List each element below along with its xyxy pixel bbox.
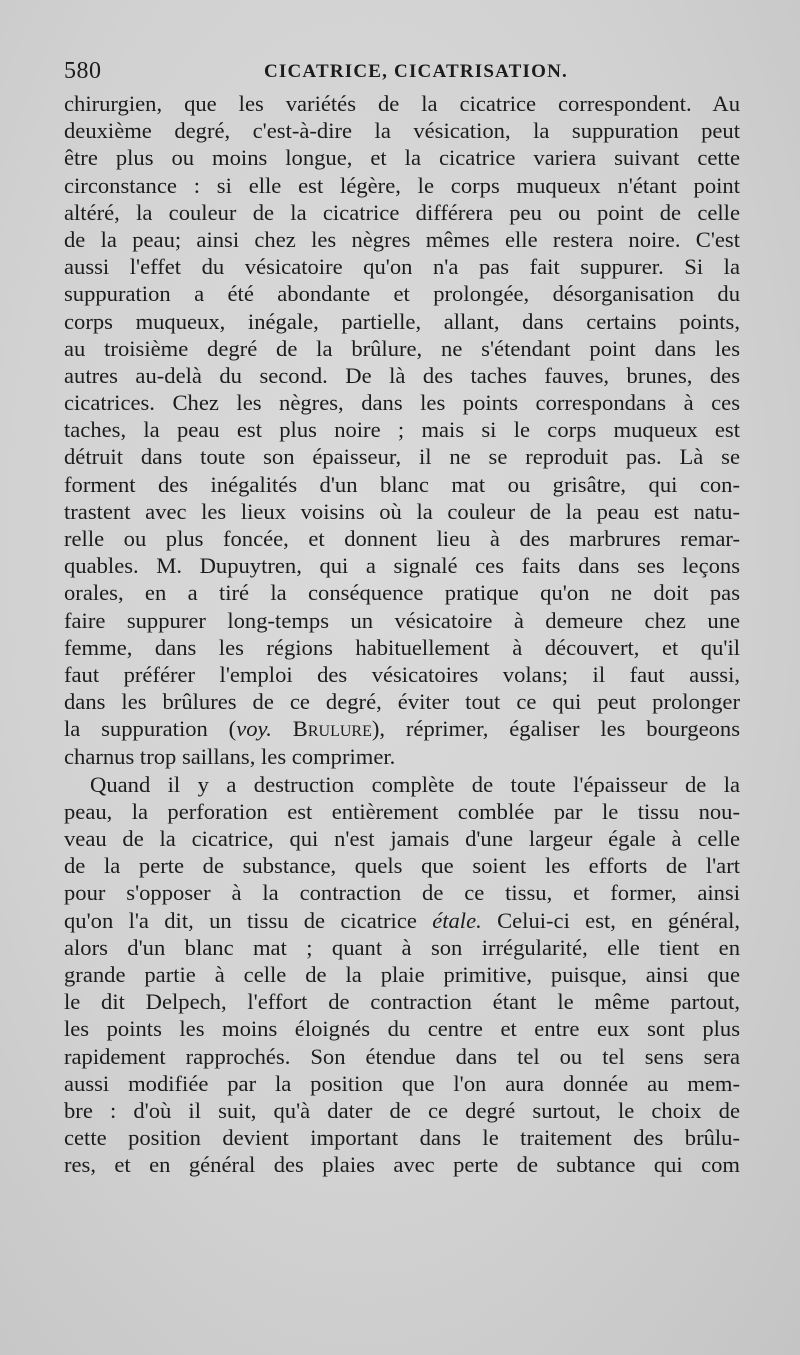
text-line: altéré, la couleur de la cicatrice différera peu ou point de celle	[64, 199, 740, 225]
text-line: être plus ou moins longue, et la cicatrice variera suivant cette	[64, 145, 740, 171]
text-line: orales, en a tiré la conséquence pratique qu'on ne doit pas	[64, 580, 740, 606]
text-line: charnus trop saillans, les comprimer.	[64, 743, 396, 769]
running-head	[64, 58, 754, 88]
text-line: circonstance : si elle est légère, le corps muqueux n'étant point	[64, 172, 740, 198]
text-line: faire suppurer long-temps un vésicatoire à demeure chez une	[64, 607, 740, 633]
text-line: aussi l'effet du vésicatoire qu'on n'a pas fait suppurer. Si la	[64, 254, 740, 280]
page-number: 580	[64, 58, 102, 84]
text-line: res, et en général des plaies avec perte de subtance qui com	[64, 1152, 740, 1178]
text-line: grande partie à celle de la plaie primitive, puisque, ainsi que	[64, 962, 740, 987]
body-text	[64, 90, 740, 1179]
text-line: femme, dans les régions habituellement à découvert, et qu'il	[64, 634, 740, 660]
text-line: veau de la cicatrice, qui n'est jamais d'une largeur égale à celle	[64, 826, 740, 852]
text-span: Celui-ci est, en général,	[481, 907, 741, 933]
text-line: peau, la perforation est entièrement comblée par le tissu nou-	[64, 798, 740, 824]
text-line: suppuration a été abondante et prolongée, désorganisation du	[64, 281, 740, 307]
text-line: chirurgien, que les variétés de la cicatrice correspondent. Au	[64, 91, 740, 116]
italic-term: étale.	[432, 907, 482, 933]
text-line	[64, 715, 740, 742]
text-line: deuxième degré, c'est-à-dire la vésication, la suppuration peut	[64, 118, 740, 144]
text-line: de la perte de substance, quels que soient les efforts de l'art	[64, 853, 740, 879]
text-span: la suppuration (	[64, 716, 237, 742]
running-title: CICATRICE, CICATRISATION.	[264, 61, 568, 82]
cross-reference-abbrev: voy.	[236, 716, 272, 742]
text-line: bre : d'où il suit, qu'à dater de ce degré surtout, le choix de	[64, 1097, 740, 1123]
text-span: qu'on l'a dit, un tissu de cicatrice	[64, 907, 433, 933]
text-line: faut préférer l'emploi des vésicatoires volans; il faut aussi,	[64, 661, 740, 687]
text-line: aussi modifiée par la position que l'on aura donnée au mem-	[64, 1070, 740, 1096]
text-line: alors d'un blanc mat ; quant à son irrégularité, elle tient en	[64, 934, 740, 960]
text-line: trastent avec les lieux voisins où la couleur de la peau est natu-	[64, 498, 740, 524]
text-line: corps muqueux, inégale, partielle, allant, dans certains points,	[64, 308, 740, 334]
text-span: ), réprimer, égaliser les bourgeons	[371, 716, 740, 742]
text-line: relle ou plus foncée, et donnent lieu à des marbrures remar-	[64, 526, 740, 551]
text-line: rapidement rapprochés. Son étendue dans tel ou tel sens sera	[64, 1043, 740, 1069]
text-line: cicatrices. Chez les nègres, dans les points correspondans à ces	[64, 390, 740, 416]
text-line: le dit Delpech, l'effort de contraction étant le même partout,	[64, 989, 740, 1015]
text-line: cette position devient important dans le traitement des brûlu-	[64, 1125, 740, 1151]
paragraph-start-line: Quand il y a destruction complète de toute l'épaisseur de la	[90, 771, 740, 797]
text-line: les points les moins éloignés du centre et entre eux sont plus	[64, 1016, 740, 1042]
cross-reference-term: Brulure	[292, 716, 372, 742]
text-line: de la peau; ainsi chez les nègres mêmes elle restera noire. C'est	[64, 226, 740, 252]
text-line: quables. M. Dupuytren, qui a signalé ces faits dans ses leçons	[64, 553, 740, 579]
text-line: pour s'opposer à la contraction de ce tissu, et former, ainsi	[64, 880, 740, 906]
text-line	[64, 907, 740, 934]
text-line: au troisième degré de la brûlure, ne s'étendant point dans les	[64, 335, 740, 361]
text-line: taches, la peau est plus noire ; mais si le corps muqueux est	[64, 417, 740, 443]
text-line: dans les brûlures de ce degré, éviter tout ce qui peut prolonger	[64, 689, 740, 715]
text-line: autres au-delà du second. De là des taches fauves, brunes, des	[64, 362, 740, 388]
text-line: forment des inégalités d'un blanc mat ou grisâtre, qui con-	[64, 471, 740, 497]
text-line: détruit dans toute son épaisseur, il ne se reproduit pas. Là se	[64, 444, 740, 470]
